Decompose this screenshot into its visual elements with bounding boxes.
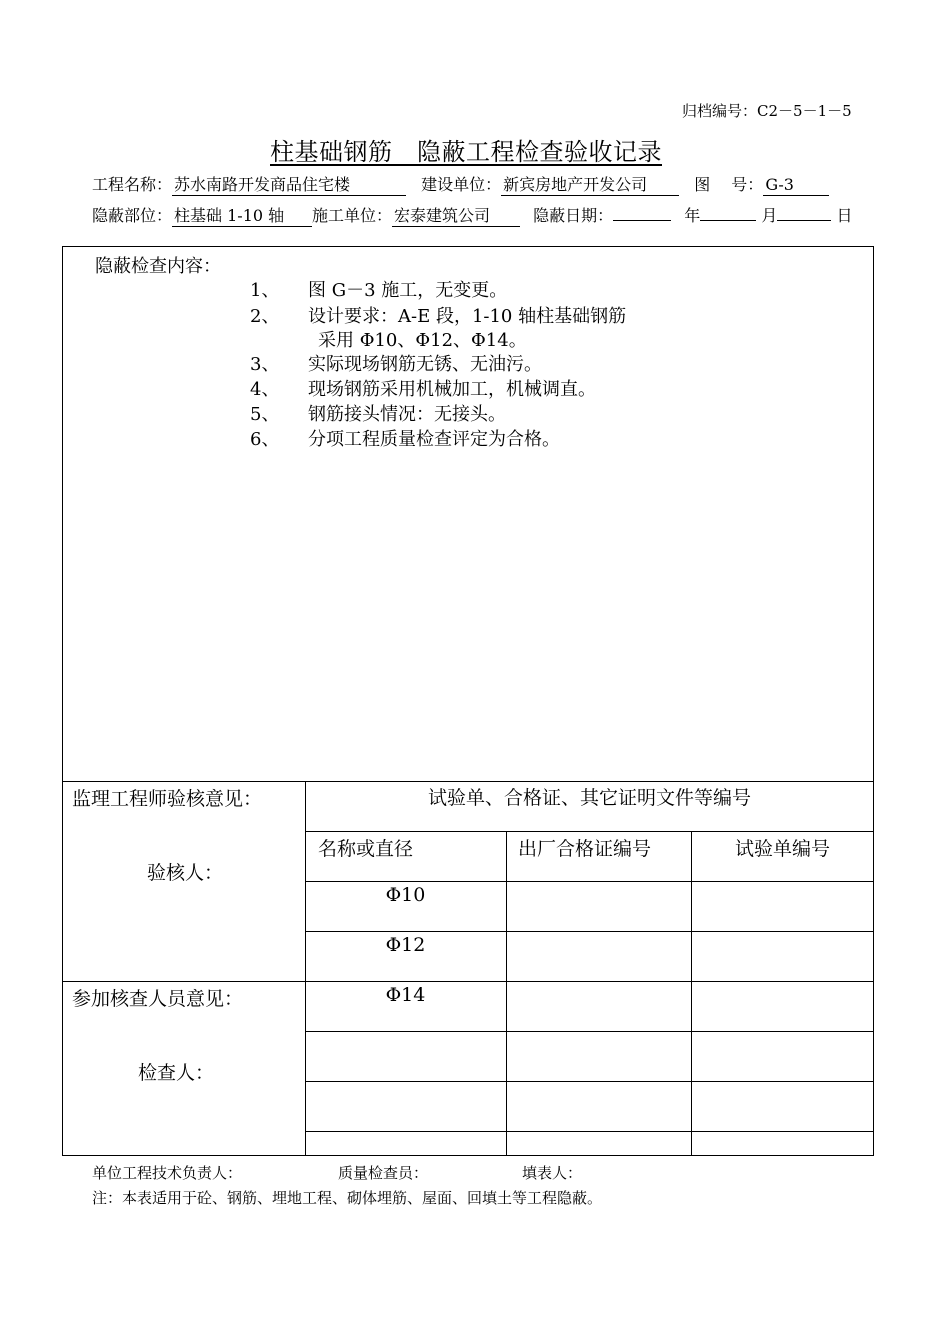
divider-content bbox=[62, 781, 874, 782]
drawing-label: 图 号： bbox=[694, 175, 764, 194]
day-blank bbox=[777, 200, 831, 221]
archive-number: 归档编号：C2－5－1－5 bbox=[682, 102, 852, 120]
month-blank bbox=[700, 200, 756, 221]
table-row-line bbox=[305, 1131, 874, 1132]
table-col-line bbox=[506, 831, 507, 1156]
table-cell-diameter: Φ10 bbox=[385, 884, 426, 906]
table-row-line bbox=[305, 881, 874, 882]
tech-leader-label: 单位工程技术负责人： bbox=[92, 1164, 243, 1182]
divider-left-section bbox=[62, 981, 306, 982]
supervisor-opinion-label: 监理工程师验核意见： bbox=[72, 788, 263, 810]
month-label: 月 bbox=[761, 206, 778, 225]
inspector-opinion-label: 参加核查人员意见： bbox=[72, 988, 244, 1010]
page-title: 柱基础钢筋 隐蔽工程检查验收记录 bbox=[270, 138, 662, 166]
content-label: 隐蔽检查内容： bbox=[95, 256, 221, 277]
checker-label: 检查人： bbox=[138, 1062, 215, 1084]
table-cell-diameter: Φ14 bbox=[385, 984, 426, 1006]
column-header-factory-cert: 出厂合格证编号 bbox=[518, 838, 652, 860]
table-row-line bbox=[305, 931, 874, 932]
concealed-date-label: 隐蔽日期： bbox=[533, 206, 614, 225]
table-col-line bbox=[691, 831, 692, 1156]
project-name-label: 工程名称： bbox=[92, 175, 173, 194]
table-row-line bbox=[305, 831, 874, 832]
project-name-value: 苏水南路开发商品住宅楼 bbox=[172, 175, 406, 196]
table-row-line bbox=[305, 1081, 874, 1082]
year-label: 年 bbox=[684, 206, 701, 225]
concealed-date-blank bbox=[613, 200, 671, 221]
table-row-line bbox=[305, 981, 874, 982]
qc-inspector-label: 质量检查员： bbox=[338, 1164, 429, 1182]
cert-table-heading: 试验单、合格证、其它证明文件等编号 bbox=[427, 787, 751, 809]
table-row-line bbox=[305, 1031, 874, 1032]
builder-label: 建设单位： bbox=[421, 175, 502, 194]
contractor-value: 宏泰建筑公司 bbox=[392, 206, 520, 227]
info-row-2 bbox=[92, 200, 852, 227]
builder-value: 新宾房地产开发公司 bbox=[501, 175, 679, 196]
divider-left-column bbox=[305, 781, 306, 1156]
column-header-name: 名称或直径 bbox=[318, 838, 414, 860]
footnote: 注：本表适用于砼、钢筋、埋地工程、砌体埋筋、屋面、回填土等工程隐蔽。 bbox=[92, 1189, 603, 1207]
verifier-label: 验核人： bbox=[147, 862, 224, 884]
column-header-test-report: 试验单编号 bbox=[734, 838, 830, 860]
form-filler-label: 填表人： bbox=[522, 1164, 583, 1182]
concealed-part-value: 柱基础 1-10 轴 bbox=[172, 206, 312, 227]
contractor-label: 施工单位： bbox=[312, 206, 393, 225]
day-label: 日 bbox=[836, 206, 853, 225]
concealed-part-label: 隐蔽部位： bbox=[92, 206, 173, 225]
drawing-value: G-3 bbox=[763, 175, 829, 196]
info-row-1 bbox=[92, 175, 829, 196]
table-cell-diameter: Φ12 bbox=[385, 934, 426, 956]
